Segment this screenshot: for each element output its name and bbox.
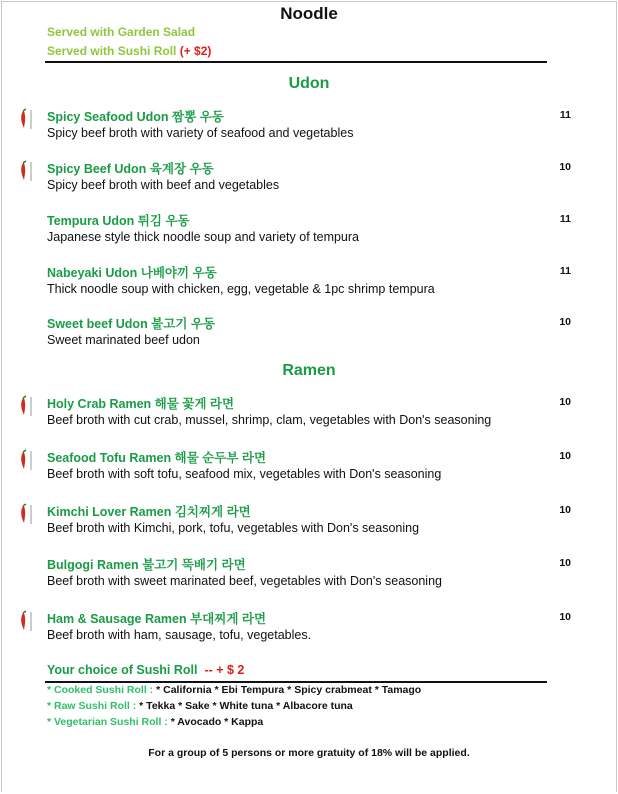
item-description: Beef broth with ham, sausage, tofu, vegetables. (47, 628, 312, 642)
gratuity-note: For a group of 5 persons or more gratuity of 18% will be applied. (148, 747, 470, 759)
sushi-line-value: * Tekka * Sake * White tuna * Albacore tuna (136, 700, 353, 712)
item-price: 10 (559, 504, 571, 516)
menu-item (0, 609, 618, 649)
item-description: Thick noodle soup with chicken, egg, vegetable & 1pc shrimp tempura (47, 282, 435, 296)
item-description: Spicy beef broth with variety of seafood and vegetables (47, 126, 354, 140)
menu-item (0, 394, 618, 434)
item-description: Beef broth with cut crab, mussel, shrimp, clam, vegetables with Don's seasoning (47, 413, 492, 427)
sushi-line-label: * Vegetarian Sushi Roll : (47, 716, 168, 728)
menu-item (0, 211, 618, 251)
menu-item (0, 263, 618, 303)
page-title: Noodle (280, 4, 338, 23)
item-description: Beef broth with sweet marinated beef, vegetables with Don's seasoning (47, 574, 442, 588)
item-name: Tempura Udon 튀김 우동 (47, 214, 190, 228)
item-price: 11 (559, 265, 571, 277)
menu-item (0, 555, 618, 595)
option-garden-salad (47, 25, 195, 39)
menu-item (0, 502, 618, 542)
item-price: 10 (559, 611, 571, 623)
option-sushi-roll (47, 44, 211, 58)
item-name: Ham & Sausage Ramen 부대찌게 라면 (47, 612, 267, 626)
item-description: Beef broth with soft tofu, seafood mix, vegetables with Don's seasoning (47, 467, 442, 481)
divider (45, 681, 547, 683)
item-price: 10 (559, 316, 571, 328)
section-title-udon: Udon (288, 75, 330, 92)
item-name: Spicy Seafood Udon 짬뽕 우동 (47, 110, 224, 124)
item-name: Nabeyaki Udon 나베야끼 우동 (47, 266, 217, 280)
chili-pepper-icon (14, 449, 34, 471)
item-name: Spicy Beef Udon 육계장 우동 (47, 162, 214, 176)
divider (45, 61, 547, 63)
item-description: Japanese style thick noodle soup and variety of tempura (47, 230, 359, 244)
chili-pepper-icon (14, 108, 34, 130)
menu-item (0, 448, 618, 488)
chili-pepper-icon (14, 160, 34, 182)
chili-pepper-icon (14, 610, 34, 632)
item-description: Sweet marinated beef udon (47, 333, 200, 347)
item-price: 10 (559, 161, 571, 173)
item-price: 11 (559, 213, 571, 225)
menu-item (0, 314, 618, 354)
item-name: Sweet beef Udon 불고기 우동 (47, 317, 216, 331)
chili-pepper-icon (14, 503, 34, 525)
chili-pepper-icon (14, 395, 34, 417)
sushi-choice-price: -- + $ 2 (204, 663, 245, 677)
item-description: Beef broth with Kimchi, pork, tofu, vegetables with Don's seasoning (47, 521, 420, 535)
item-price: 10 (559, 396, 571, 408)
item-price: 10 (559, 450, 571, 462)
sushi-line-cooked (47, 684, 421, 696)
item-name: Seafood Tofu Ramen 해물 순두부 라면 (47, 451, 267, 465)
sushi-choice-heading (47, 663, 244, 677)
sushi-choice-text: Your choice of Sushi Roll (47, 663, 198, 677)
item-description: Spicy beef broth with beef and vegetables (47, 178, 280, 192)
option-price: (+ $2) (179, 44, 212, 58)
sushi-line-raw (47, 700, 353, 712)
sushi-line-value: * California * Ebi Tempura * Spicy crabmeat * Tamago (153, 684, 422, 696)
sushi-line-value: * Avocado * Kappa (167, 716, 264, 728)
option-text: Served with Sushi Roll (47, 44, 177, 58)
sushi-line-label: * Cooked Sushi Roll : (47, 684, 154, 696)
item-name: Kimchi Lover Ramen 김치찌게 라면 (47, 505, 251, 519)
item-price: 10 (559, 557, 571, 569)
menu-item (0, 159, 618, 199)
item-name: Holy Crab Ramen 해물 꽃게 라면 (47, 397, 235, 411)
section-title-ramen: Ramen (282, 362, 336, 379)
option-text: Served with Garden Salad (47, 25, 196, 39)
menu-item (0, 107, 618, 147)
sushi-line-label: * Raw Sushi Roll : (47, 700, 137, 712)
sushi-line-vegetarian (47, 716, 263, 728)
item-price: 11 (559, 109, 571, 121)
item-name: Bulgogi Ramen 불고기 뚝배기 라면 (47, 558, 246, 572)
